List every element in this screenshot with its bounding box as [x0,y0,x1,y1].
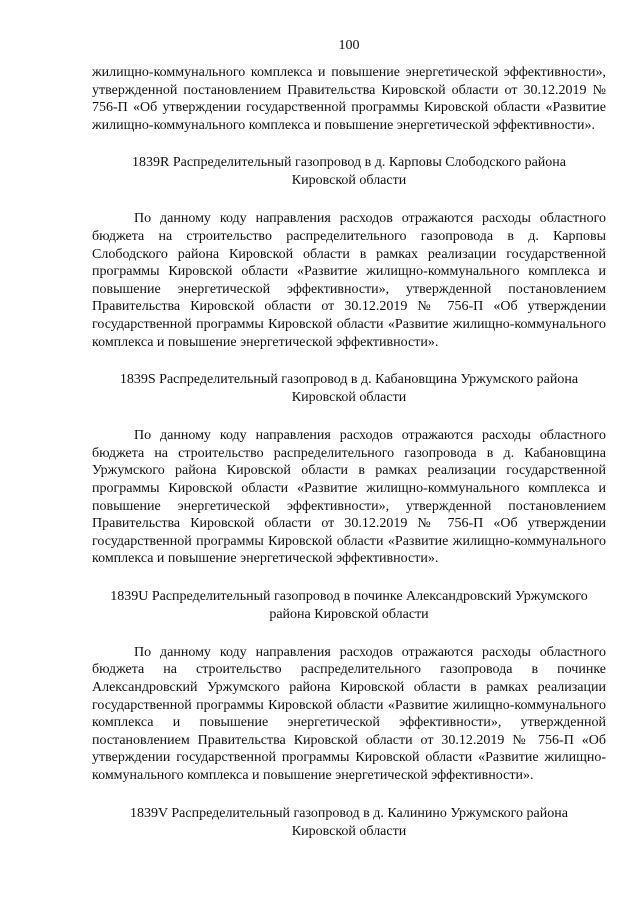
section-1839u [92,588,606,785]
intro-paragraph: жилищно-коммунального комплекса и повышение энергетической эффективности», утвержденной постановлением Правительства Кировской области от 30.12.2019 № 756-П «Об утверждении государственной программы Кировской области «Развитие жилищно-коммунального комплекса и повышение энергетической эффективности». [92,65,606,133]
section-body: По данному коду направления расходов отражаются расходы областного бюджета на строительство распределительного газопровода в починке Александровский Уржумского района Кировской области в рамках реализации государственной программы Кировской области «Развитие жилищно-коммунального комплекса и повышение энергетической эффективности», утвержденной постановлением Правительства Кировской области от 30.12.2019 № 756-П «Об утверждении государственной программы Кировской области «Развитие жилищно-коммунального комплекса и повышение энергетической эффективности». [92,644,606,784]
section-1839v [92,805,606,841]
section-1839r [92,154,606,351]
section-heading: 1839S Распределительный газопровод в д. Кабановщина Уржумского района Кировской области [119,372,579,406]
section-1839s [92,371,606,568]
section-heading: 1839U Распределительный газопровод в починке Александровский Уржумского района Кировской области [110,588,588,622]
section-heading: 1839R Распределительный газопровод в д. Карповы Слободского района Кировской области [132,155,566,189]
section-heading: 1839V Распределительный газопровод в д. Калинино Уржумского района Кировской области [130,805,568,839]
section-body: По данному коду направления расходов отражаются расходы областного бюджета на строительство распределительного газопровода в д. Кабановщина Уржумского района Кировской области в рамках реализации государственной программы Кировской области «Развитие жилищно-коммунального комплекса и повышение энергетической эффективности», утвержденной постановлением Правительства Кировской области от 30.12.2019 № 756-П «Об утверждении государственной программы Кировской области «Развитие жилищно-коммунального комплекса и повышение энергетической эффективности». [92,428,606,567]
section-body: По данному коду направления расходов отражаются расходы областного бюджета на строительство распределительного газопровода в д. Карповы Слободского района Кировской области в рамках реализации государственной программы Кировской области «Развитие жилищно-коммунального комплекса и повышение энергетической эффективности», утвержденной постановлением Правительства Кировской области от 30.12.2019 № 756-П «Об утверждении государственной программы Кировской области «Развитие жилищно-коммунального комплекса и повышение энергетической эффективности». [92,211,606,350]
page-number: 100 [338,38,360,53]
